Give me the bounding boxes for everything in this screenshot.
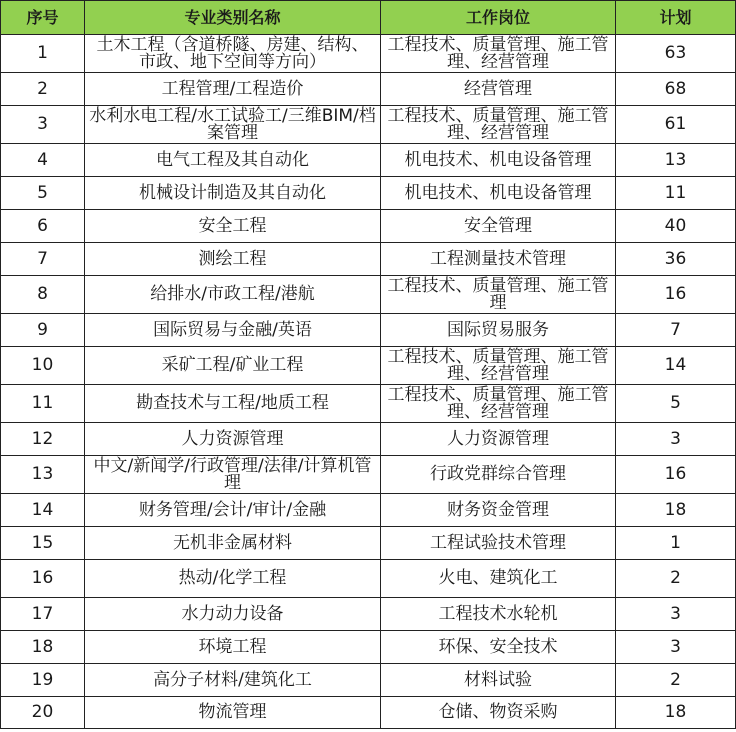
table-row [1,106,736,144]
row-post: 环保、安全技术 [381,631,616,664]
row-count: 36 [616,243,736,276]
row-no: 11 [1,385,85,423]
row-count: 2 [616,560,736,598]
row-count: 11 [616,177,736,210]
row-major: 物流管理 [85,697,381,729]
row-major: 水力动力设备 [85,598,381,631]
row-major: 财务管理/会计/审计/金融 [85,494,381,527]
row-count: 14 [616,347,736,385]
row-major: 国际贸易与金融/英语 [85,314,381,347]
row-post: 工程技术水轮机 [381,598,616,631]
row-post: 工程测量技术管理 [381,243,616,276]
row-major: 中文/新闻学/行政管理/法律/计算机管理 [85,456,381,494]
header-count: 计划 [616,1,736,35]
table-row [1,527,736,560]
row-no: 8 [1,276,85,314]
row-no: 17 [1,598,85,631]
row-count: 3 [616,598,736,631]
table-row [1,347,736,385]
row-count: 7 [616,314,736,347]
row-major: 土木工程（含道桥隧、房建、结构、市政、地下空间等方向） [85,35,381,73]
row-no: 10 [1,347,85,385]
table-row [1,243,736,276]
row-no: 4 [1,144,85,177]
row-count: 63 [616,35,736,73]
row-major: 环境工程 [85,631,381,664]
table-row [1,631,736,664]
table-row [1,598,736,631]
row-major: 勘查技术与工程/地质工程 [85,385,381,423]
row-no: 5 [1,177,85,210]
row-no: 7 [1,243,85,276]
row-count: 68 [616,73,736,106]
row-post: 工程试验技术管理 [381,527,616,560]
row-count: 5 [616,385,736,423]
table-row [1,456,736,494]
table-row [1,35,736,73]
table-row [1,664,736,697]
row-post: 机电技术、机电设备管理 [381,144,616,177]
row-post: 经营管理 [381,73,616,106]
row-post: 工程技术、质量管理、施工管理、经营管理 [381,106,616,144]
row-post: 财务资金管理 [381,494,616,527]
row-post: 行政党群综合管理 [381,456,616,494]
row-major: 高分子材料/建筑化工 [85,664,381,697]
row-post: 工程技术、质量管理、施工管理、经营管理 [381,347,616,385]
table-row [1,385,736,423]
row-no: 6 [1,210,85,243]
row-count: 18 [616,494,736,527]
table-row [1,177,736,210]
header-major: 专业类别名称 [85,1,381,35]
row-no: 19 [1,664,85,697]
row-post: 材料试验 [381,664,616,697]
row-no: 15 [1,527,85,560]
row-post: 仓储、物资采购 [381,697,616,729]
row-post: 工程技术、质量管理、施工管理、经营管理 [381,385,616,423]
row-no: 14 [1,494,85,527]
row-no: 20 [1,697,85,729]
row-post: 机电技术、机电设备管理 [381,177,616,210]
row-count: 1 [616,527,736,560]
row-post: 工程技术、质量管理、施工管理、经营管理 [381,35,616,73]
row-major: 测绘工程 [85,243,381,276]
table-row [1,210,736,243]
row-post: 国际贸易服务 [381,314,616,347]
row-major: 人力资源管理 [85,423,381,456]
table-row [1,276,736,314]
row-count: 3 [616,631,736,664]
row-post: 工程技术、质量管理、施工管理 [381,276,616,314]
table-row [1,423,736,456]
row-no: 18 [1,631,85,664]
row-count: 13 [616,144,736,177]
header-post: 工作岗位 [381,1,616,35]
row-no: 9 [1,314,85,347]
row-major: 热动/化学工程 [85,560,381,598]
row-major: 采矿工程/矿业工程 [85,347,381,385]
row-major: 工程管理/工程造价 [85,73,381,106]
header-no: 序号 [1,1,85,35]
row-no: 16 [1,560,85,598]
row-count: 3 [616,423,736,456]
row-major: 水利水电工程/水工试验工/三维BIM/档案管理 [85,106,381,144]
row-post: 人力资源管理 [381,423,616,456]
row-count: 18 [616,697,736,729]
table-row [1,314,736,347]
row-count: 61 [616,106,736,144]
row-count: 16 [616,276,736,314]
header-row [1,1,736,35]
row-major: 安全工程 [85,210,381,243]
row-no: 2 [1,73,85,106]
table-row [1,73,736,106]
row-no: 13 [1,456,85,494]
row-post: 安全管理 [381,210,616,243]
row-no: 1 [1,35,85,73]
row-count: 40 [616,210,736,243]
row-major: 无机非金属材料 [85,527,381,560]
row-major: 机械设计制造及其自动化 [85,177,381,210]
row-major: 电气工程及其自动化 [85,144,381,177]
row-no: 12 [1,423,85,456]
row-major: 给排水/市政工程/港航 [85,276,381,314]
row-post: 火电、建筑化工 [381,560,616,598]
row-count: 16 [616,456,736,494]
table-row [1,494,736,527]
table-row [1,697,736,729]
row-no: 3 [1,106,85,144]
row-count: 2 [616,664,736,697]
table-row [1,560,736,598]
table-row [1,144,736,177]
